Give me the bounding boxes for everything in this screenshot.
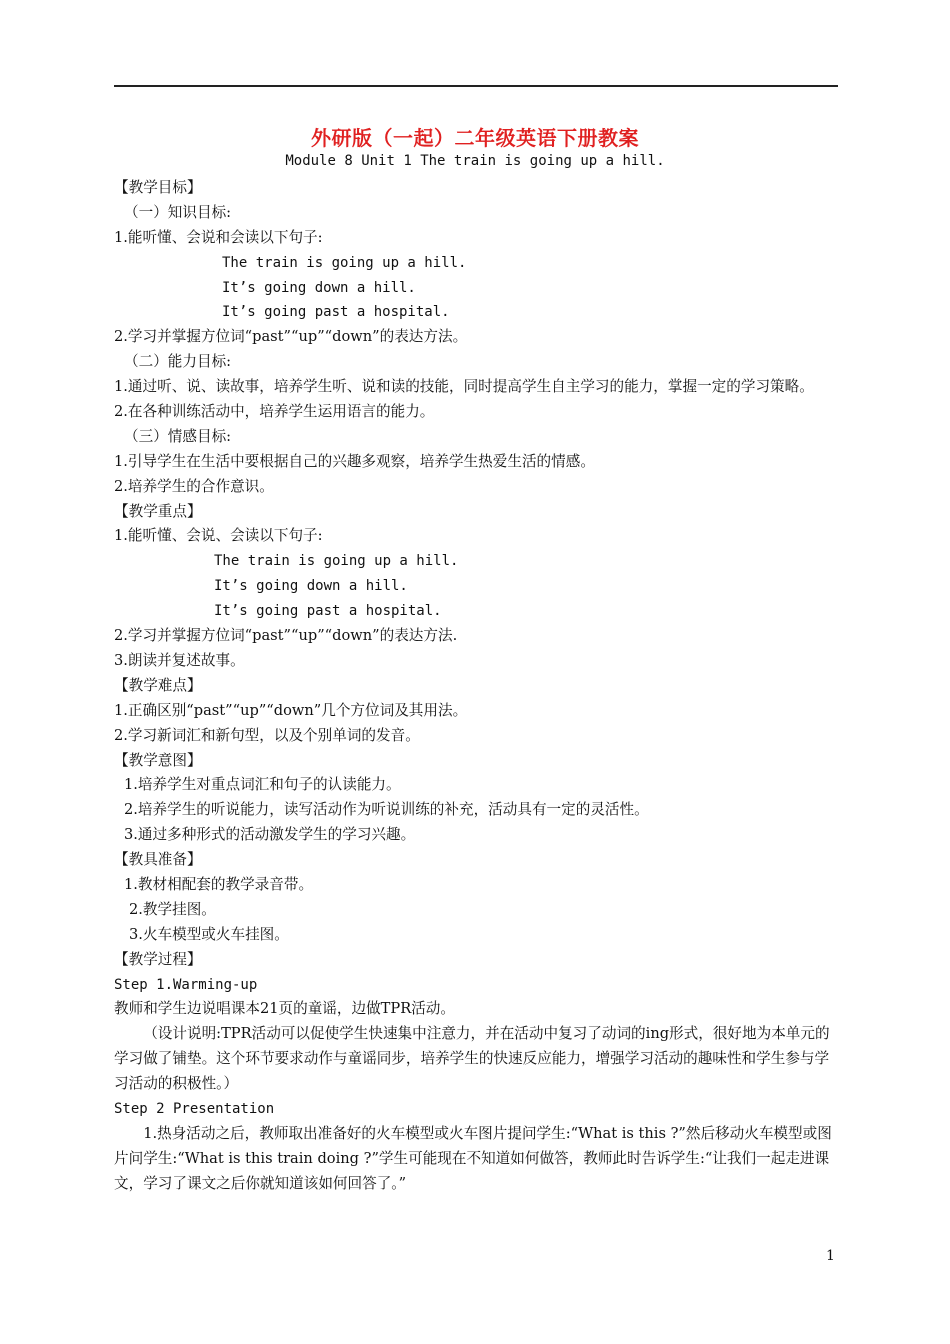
subsection-heading: （一）知识目标: bbox=[124, 203, 232, 221]
paragraph: 2.学习并掌握方位词“past”“up”“down”的表达方法. bbox=[114, 627, 458, 645]
page-number: 1 bbox=[826, 1248, 835, 1264]
subsection-heading: （二）能力目标: bbox=[124, 353, 232, 371]
document-body bbox=[114, 176, 838, 1197]
section-heading: 【教学难点】 bbox=[114, 676, 202, 694]
header-rule bbox=[114, 85, 838, 87]
section-heading: 【教学重点】 bbox=[114, 502, 202, 520]
paragraph: 教师和学生边说唱课本21页的童谣，边做TPR活动。 bbox=[114, 1000, 455, 1018]
step-heading: Step 2 Presentation bbox=[114, 1101, 275, 1118]
document-subtitle: Module 8 Unit 1 The train is going up a hill. bbox=[285, 153, 665, 169]
paragraph: 1.热身活动之后，教师取出准备好的火车模型或火车图片提问学生:“What is this ?”然后移动火车模型或图片问学生:“What is this train doing ?”学生可能现在不知道如何做答，教师此时告诉学生:“让我们一起走进课文，学习了课文之后你就知道该如何回答了。” bbox=[114, 1124, 832, 1192]
paragraph: 1.能听懂、会说、会读以下句子: bbox=[114, 527, 323, 545]
step-heading: Step 1.Warming-up bbox=[114, 976, 258, 993]
example-sentence: It’s going past a hospital. bbox=[222, 304, 450, 321]
paragraph: 3.朗读并复述故事。 bbox=[114, 651, 245, 669]
paragraph: 3.火车模型或火车挂图。 bbox=[129, 925, 289, 943]
paragraph: 1.能听懂、会说和会读以下句子: bbox=[114, 228, 323, 246]
paragraph: 1.通过听、说、读故事，培养学生听、说和读的技能，同时提高学生自主学习的能力，掌握一定的学习策略。 bbox=[114, 378, 814, 396]
example-sentence: It’s going past a hospital. bbox=[214, 603, 442, 620]
example-sentence: It’s going down a hill. bbox=[222, 279, 416, 296]
section-heading: 【教学目标】 bbox=[114, 179, 202, 196]
section-heading: 【教具准备】 bbox=[114, 851, 202, 869]
paragraph: 1.教材相配套的教学录音带。 bbox=[124, 875, 314, 893]
paragraph: 2.培养学生的合作意识。 bbox=[114, 477, 274, 495]
design-note: （设计说明:TPR活动可以促使学生快速集中注意力，并在活动中复习了动词的ing形式，很好地为本单元的学习做了铺垫。这个环节要求动作与童谣同步，培养学生的快速反应能力，增强学习活动的趣味性和学生参与学习活动的积极性。） bbox=[114, 1025, 830, 1093]
paragraph: 2.教学挂图。 bbox=[129, 900, 216, 918]
paragraph: 3.通过多种形式的活动激发学生的学习兴趣。 bbox=[124, 826, 416, 844]
section-heading: 【教学过程】 bbox=[114, 950, 202, 968]
section-heading: 【教学意图】 bbox=[114, 751, 202, 769]
paragraph: 1.培养学生对重点词汇和句子的认读能力。 bbox=[124, 776, 401, 794]
subsection-heading: （三）情感目标: bbox=[124, 427, 232, 445]
example-sentence: The train is going up a hill. bbox=[222, 254, 467, 271]
paragraph: 2.在各种训练活动中，培养学生运用语言的能力。 bbox=[114, 403, 435, 421]
paragraph: 2.学习并掌握方位词“past”“up”“down”的表达方法。 bbox=[114, 328, 468, 346]
example-sentence: It’s going down a hill. bbox=[214, 578, 408, 595]
paragraph: 1.引导学生在生活中要根据自己的兴趣多观察，培养学生热爱生活的情感。 bbox=[114, 452, 595, 470]
paragraph: 2.培养学生的听说能力，读写活动作为听说训练的补充，活动具有一定的灵活性。 bbox=[124, 801, 649, 819]
paragraph: 2.学习新词汇和新句型，以及个别单词的发音。 bbox=[114, 726, 420, 744]
example-sentence: The train is going up a hill. bbox=[214, 553, 459, 570]
paragraph: 1.正确区别“past”“up”“down”几个方位词及其用法。 bbox=[114, 701, 468, 719]
document-title: 外研版（一起）二年级英语下册教案 bbox=[311, 126, 639, 150]
